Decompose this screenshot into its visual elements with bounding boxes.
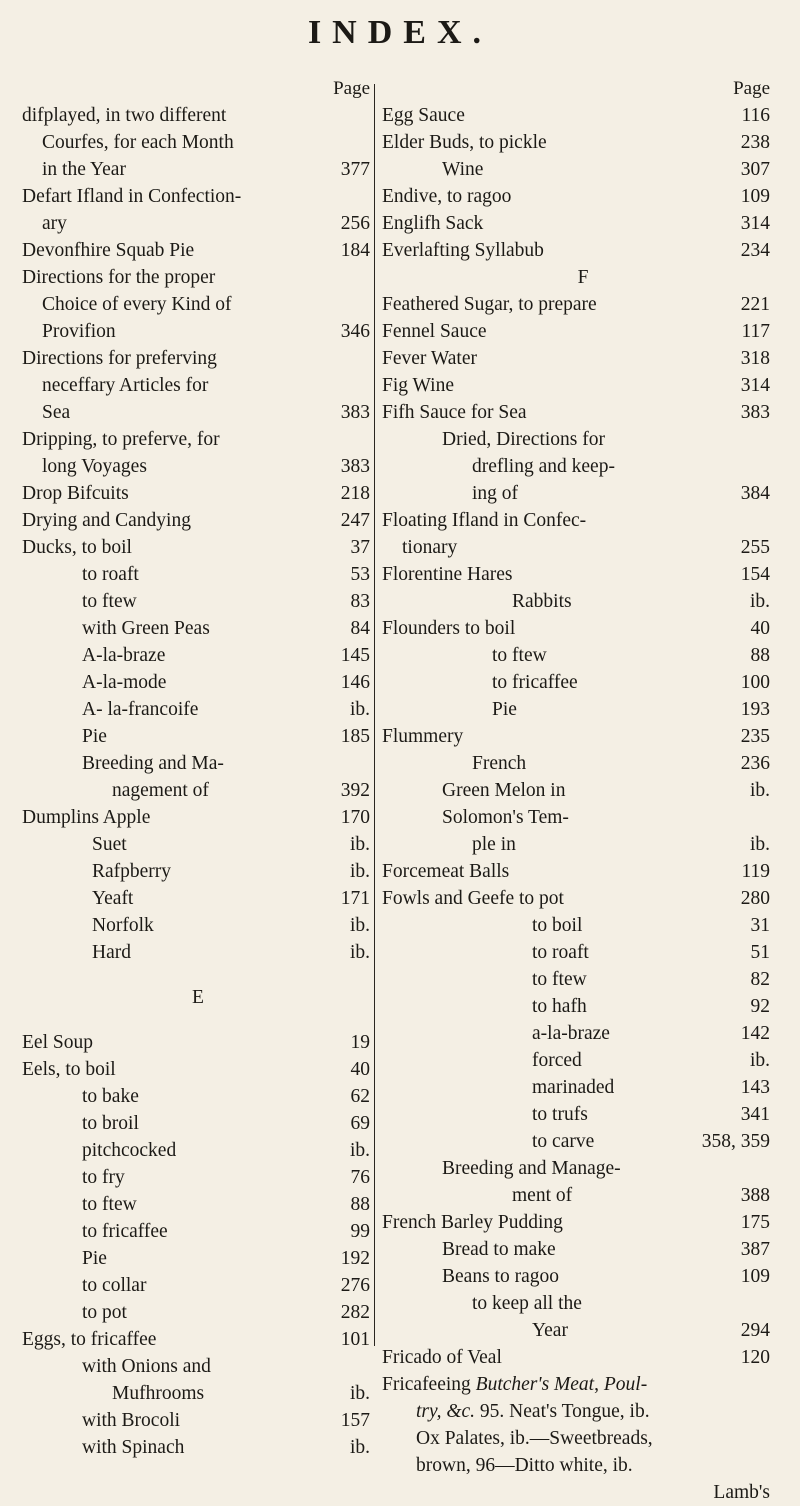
index-entry — [22, 453, 374, 480]
entry-page-number: 145 — [340, 645, 370, 666]
index-entry — [382, 480, 784, 507]
entry-page-number: 83 — [350, 591, 370, 612]
index-entry — [22, 129, 374, 156]
index-entry — [382, 291, 784, 318]
index-entry — [22, 642, 374, 669]
index-entry — [22, 696, 374, 723]
index-column-left — [22, 78, 374, 1461]
entry-page-number: 175 — [740, 1212, 770, 1233]
entry-page-number: 184 — [340, 240, 370, 261]
entry-page-number: 276 — [340, 1275, 370, 1296]
entry-text: to ftew — [532, 969, 587, 990]
entry-text: to fricaffee — [82, 1221, 168, 1242]
entry-page-number: 143 — [740, 1077, 770, 1098]
index-entry — [22, 534, 374, 561]
index-entry — [382, 1128, 784, 1155]
entry-text: Everlafting Syllabub — [382, 240, 544, 261]
index-entry — [22, 885, 374, 912]
entry-text: long Voyages — [42, 456, 147, 477]
entry-text: Drying and Candying — [22, 510, 191, 531]
entry-page-number: 192 — [340, 1248, 370, 1269]
index-entry — [22, 669, 374, 696]
entry-text: F — [577, 267, 589, 288]
entry-page-number: 236 — [740, 753, 770, 774]
entry-page-number: 307 — [740, 159, 770, 180]
entry-text: Rafpberry — [92, 861, 172, 882]
index-entry — [22, 291, 374, 318]
entry-text: Elder Buds, to pickle — [382, 132, 547, 153]
index-entry — [382, 1074, 784, 1101]
index-entry — [382, 399, 784, 426]
index-entry — [22, 1245, 374, 1272]
entry-page-number: ib. — [749, 780, 770, 801]
index-entry — [382, 885, 784, 912]
entry-text: marinaded — [532, 1077, 615, 1098]
index-entry — [22, 399, 374, 426]
index-entry — [22, 1056, 374, 1083]
entry-page-number: 76 — [350, 1167, 370, 1188]
entry-page-number: ib. — [749, 591, 770, 612]
index-entry — [382, 669, 784, 696]
entry-page-number: ib. — [349, 834, 370, 855]
index-entry — [22, 1326, 374, 1353]
entry-text: Rabbits — [512, 591, 572, 612]
index-entry — [382, 372, 784, 399]
index-entry — [22, 480, 374, 507]
index-entry — [382, 1290, 784, 1317]
entry-page-number: 171 — [340, 888, 370, 909]
index-entry — [22, 1353, 374, 1380]
entry-text: with Onions and — [82, 1356, 211, 1377]
entry-text: French — [472, 753, 527, 774]
entry-text: ple in — [472, 834, 516, 855]
entry-text: Floating Ifland in Confec- — [382, 510, 587, 531]
catchword: Lamb's — [713, 1482, 770, 1503]
entry-text: Breeding and Manage- — [442, 1158, 621, 1179]
index-entry — [382, 615, 784, 642]
index-entry — [382, 1344, 784, 1371]
index-entry — [22, 1191, 374, 1218]
index-entry — [22, 183, 374, 210]
index-entry — [382, 939, 784, 966]
entry-text: Yeaft — [92, 888, 134, 909]
entry-page-number: 157 — [340, 1410, 370, 1431]
index-entry — [382, 345, 784, 372]
entry-page-number: 234 — [740, 240, 770, 261]
entry-page-number: 256 — [340, 213, 370, 234]
index-column-right — [382, 78, 784, 1506]
entry-text: Pie — [82, 1248, 107, 1269]
entry-page-number: 69 — [350, 1113, 370, 1134]
entry-page-number: 280 — [740, 888, 770, 909]
entry-text: nagement of — [112, 780, 209, 801]
entry-page-number: 88 — [350, 1194, 370, 1215]
index-entry — [382, 183, 784, 210]
entry-page-number: 383 — [340, 456, 370, 477]
entry-text: with Spinach — [82, 1437, 185, 1458]
entry-text: Eel Soup — [22, 1032, 93, 1053]
entry-page-number: 19 — [350, 1032, 370, 1053]
entry-page-number: 53 — [350, 564, 370, 585]
index-entry — [382, 1236, 784, 1263]
index-entry — [382, 561, 784, 588]
index-entry — [382, 318, 784, 345]
entry-page-number: 109 — [740, 186, 770, 207]
page-title: INDEX. — [307, 14, 493, 51]
page-heading-right: Page — [733, 78, 770, 99]
index-entry — [22, 345, 374, 372]
entry-text: Provifion — [42, 321, 116, 342]
entry-page-number: ib. — [349, 699, 370, 720]
entry-page-number: 384 — [740, 483, 770, 504]
entry-page-number: 314 — [740, 213, 770, 234]
entry-text: Pie — [492, 699, 517, 720]
entry-text: Fricado of Veal — [382, 1347, 502, 1368]
index-entry — [382, 777, 784, 804]
index-entry — [382, 912, 784, 939]
entry-page-number: 119 — [741, 861, 770, 882]
index-entry — [22, 1029, 374, 1056]
index-entry — [22, 156, 374, 183]
column-divider — [374, 84, 375, 1346]
index-entry — [382, 1047, 784, 1074]
entry-text: drefling and keep- — [472, 456, 615, 477]
index-entry — [22, 723, 374, 750]
index-entry — [22, 1407, 374, 1434]
index-entry — [22, 804, 374, 831]
index-entry — [382, 1182, 784, 1209]
index-entry — [382, 102, 784, 129]
entry-page-number: 92 — [750, 996, 770, 1017]
entry-page-number: 238 — [740, 132, 770, 153]
entry-text: Choice of every Kind of — [42, 294, 232, 315]
entry-text: to carve — [532, 1131, 595, 1152]
entry-text: Dried, Directions for — [442, 429, 605, 450]
index-entry — [382, 642, 784, 669]
index-entry — [382, 210, 784, 237]
entry-page-number: 62 — [350, 1086, 370, 1107]
entry-page-number: 88 — [750, 645, 770, 666]
entry-text: Fowls and Geefe to pot — [382, 888, 564, 909]
entry-page-number: 37 — [350, 537, 370, 558]
entry-text: to bake — [82, 1086, 139, 1107]
spacer — [22, 1011, 374, 1029]
index-entry — [382, 696, 784, 723]
entry-text: with Brocoli — [82, 1410, 181, 1431]
index-entry — [382, 993, 784, 1020]
page-heading-left: Page — [333, 78, 370, 99]
index-entry — [22, 588, 374, 615]
entry-page-number: 40 — [350, 1059, 370, 1080]
entry-page-number: 318 — [740, 348, 770, 369]
index-entry — [382, 831, 784, 858]
entry-text: Beans to ragoo — [442, 1266, 559, 1287]
entry-text: Courfes, for each Month — [42, 132, 234, 153]
index-entry — [382, 156, 784, 183]
entry-page-number: 392 — [340, 780, 370, 801]
entry-text: to broil — [82, 1113, 139, 1134]
entry-page-number: ib. — [349, 1437, 370, 1458]
entry-text: Breeding and Ma- — [82, 753, 224, 774]
entry-text: Devonfhire Squab Pie — [22, 240, 195, 261]
entry-text: in the Year — [42, 159, 126, 180]
entry-text: Year — [532, 1320, 568, 1341]
index-entry — [22, 102, 374, 129]
entry-page-number: 154 — [740, 564, 770, 585]
entry-page-number: 120 — [740, 1347, 770, 1368]
index-entry — [382, 1209, 784, 1236]
index-entry — [382, 1263, 784, 1290]
entry-text: Fig Wine — [382, 375, 454, 396]
index-entry — [22, 1218, 374, 1245]
entry-page-number: 282 — [340, 1302, 370, 1323]
entry-text: Dumplins Apple — [22, 807, 151, 828]
entry-page-number: 235 — [740, 726, 770, 747]
index-entry — [22, 858, 374, 885]
entry-page-number: 51 — [750, 942, 770, 963]
entry-text: Florentine Hares — [382, 564, 513, 585]
entry-text: to roaft — [82, 564, 139, 585]
entry-page-number: 31 — [750, 915, 770, 936]
section-letter — [22, 984, 374, 1011]
entry-page-number: 314 — [740, 375, 770, 396]
entry-text: to roaft — [532, 942, 589, 963]
index-entry — [382, 453, 784, 480]
continued-line: brown, 96—Ditto white, ib. — [416, 1455, 633, 1476]
index-entry — [22, 750, 374, 777]
entry-page-number: 170 — [340, 807, 370, 828]
entry-text: to keep all the — [472, 1293, 582, 1314]
index-entry — [22, 939, 374, 966]
entry-text: to hafh — [532, 996, 587, 1017]
entry-text: Bread to make — [442, 1239, 556, 1260]
entry-page-number: 383 — [340, 402, 370, 423]
entry-text: to ftew — [82, 1194, 137, 1215]
entry-text: Defart Ifland in Confection- — [22, 186, 242, 207]
entry-page-number: 116 — [741, 105, 770, 126]
entry-text: Eggs, to fricaffee — [22, 1329, 157, 1350]
entry-page-number: 387 — [740, 1239, 770, 1260]
index-entry — [22, 507, 374, 534]
entry-page-number: 40 — [750, 618, 770, 639]
entry-text: Hard — [92, 942, 131, 963]
entry-page-number: 101 — [340, 1329, 370, 1350]
entry-page-number: ib. — [349, 1140, 370, 1161]
entry-text: Norfolk — [92, 915, 154, 936]
index-entry — [22, 1299, 374, 1326]
index-entry — [382, 507, 784, 534]
entry-text: ary — [42, 213, 67, 234]
entry-text: Wine — [442, 159, 484, 180]
entry-text: A-la-braze — [82, 645, 166, 666]
index-entry — [382, 723, 784, 750]
entry-text: Fennel Sauce — [382, 321, 487, 342]
entry-text: to boil — [532, 915, 583, 936]
entry-text: Eels, to boil — [22, 1059, 116, 1080]
index-entry — [22, 210, 374, 237]
index-entry — [382, 129, 784, 156]
entry-page-number: ib. — [749, 834, 770, 855]
index-entry — [382, 750, 784, 777]
entry-text: Dripping, to preferve, for — [22, 429, 220, 450]
entry-text: ing of — [472, 483, 519, 504]
index-entry — [22, 831, 374, 858]
entry-text: Drop Bifcuits — [22, 483, 129, 504]
entry-text: Ducks, to boil — [22, 537, 132, 558]
entry-page-number: ib. — [349, 942, 370, 963]
index-entry — [22, 777, 374, 804]
entry-text: Englifh Sack — [382, 213, 484, 234]
index-entry — [22, 318, 374, 345]
index-entry — [382, 1155, 784, 1182]
entry-page-number: 294 — [740, 1320, 770, 1341]
entry-text: Forcemeat Balls — [382, 861, 510, 882]
entry-page-number: 109 — [740, 1266, 770, 1287]
entry-page-number: ib. — [749, 1050, 770, 1071]
entry-text: a-la-braze — [532, 1023, 610, 1044]
section-letter — [382, 264, 784, 291]
entry-text: with Green Peas — [82, 618, 210, 639]
entry-text: Suet — [92, 834, 127, 855]
entry-page-number: 82 — [750, 969, 770, 990]
index-entry — [382, 534, 784, 561]
index-entry — [22, 1434, 374, 1461]
index-entry — [22, 264, 374, 291]
index-entry — [22, 1164, 374, 1191]
entry-page-number: 383 — [740, 402, 770, 423]
entry-text: to fricaffee — [492, 672, 578, 693]
continued-line: Ox Palates, ib.—Sweetbreads, — [416, 1428, 653, 1449]
entry-text: difplayed, in two different — [22, 105, 227, 126]
entry-text: ment of — [512, 1185, 573, 1206]
entry-text: to ftew — [492, 645, 547, 666]
entry-page-number: 185 — [340, 726, 370, 747]
entry-page-number: 358, 359 — [701, 1131, 770, 1152]
continued-line: try, &c. 95. Neat's Tongue, ib. — [416, 1401, 650, 1422]
index-entry — [22, 1110, 374, 1137]
entry-page-number: 117 — [741, 321, 770, 342]
entry-list-right — [382, 102, 784, 1371]
entry-page-number: 84 — [350, 618, 370, 639]
entry-text: Solomon's Tem- — [442, 807, 569, 828]
continued-line: Fricafeeing Butcher's Meat, Poul- — [382, 1374, 648, 1395]
entry-text: Fever Water — [382, 348, 477, 369]
entry-page-number: 193 — [740, 699, 770, 720]
entry-page-number: 142 — [740, 1023, 770, 1044]
entry-text: forced — [532, 1050, 582, 1071]
index-entry — [22, 615, 374, 642]
entry-page-number: 218 — [340, 483, 370, 504]
index-entry — [382, 966, 784, 993]
entry-text: Feathered Sugar, to prepare — [382, 294, 597, 315]
entry-page-number: 99 — [350, 1221, 370, 1242]
index-entry — [22, 237, 374, 264]
entry-page-number: 221 — [740, 294, 770, 315]
index-entry — [22, 1083, 374, 1110]
entry-text: French Barley Pudding — [382, 1212, 563, 1233]
index-entry — [22, 1272, 374, 1299]
entry-text: Egg Sauce — [382, 105, 465, 126]
entry-page-number: ib. — [349, 861, 370, 882]
entry-text: to ftew — [82, 591, 137, 612]
index-entry — [382, 858, 784, 885]
index-entry — [22, 561, 374, 588]
entry-page-number: 388 — [740, 1185, 770, 1206]
index-entry — [22, 1380, 374, 1407]
index-entry — [22, 372, 374, 399]
index-entry — [382, 426, 784, 453]
entry-text: Pie — [82, 726, 107, 747]
entry-text: Directions for preferving — [22, 348, 217, 369]
index-entry — [382, 1020, 784, 1047]
entry-page-number: ib. — [349, 1383, 370, 1404]
entry-text: Mufhrooms — [112, 1383, 205, 1404]
entry-text: Directions for the proper — [22, 267, 216, 288]
entry-page-number: 346 — [340, 321, 370, 342]
entry-text: E — [192, 987, 204, 1008]
entry-text: tionary — [402, 537, 458, 558]
entry-page-number: 146 — [340, 672, 370, 693]
entry-text: Flummery — [382, 726, 464, 747]
index-entry — [382, 804, 784, 831]
index-entry — [382, 588, 784, 615]
entry-page-number: ib. — [349, 915, 370, 936]
entry-text: to fry — [82, 1167, 125, 1188]
entry-page-number: 100 — [740, 672, 770, 693]
entry-text: pitchcocked — [82, 1140, 177, 1161]
index-entry — [22, 912, 374, 939]
entry-text: Fifh Sauce for Sea — [382, 402, 527, 423]
entry-list-left — [22, 102, 374, 1461]
entry-text: A-la-mode — [82, 672, 167, 693]
index-entry — [22, 1137, 374, 1164]
entry-text: to collar — [82, 1275, 147, 1296]
entry-text: to trufs — [532, 1104, 588, 1125]
entry-page-number: 341 — [740, 1104, 770, 1125]
entry-text: Sea — [42, 402, 71, 423]
index-entry — [382, 237, 784, 264]
spacer — [22, 966, 374, 984]
entry-text: neceffary Articles for — [42, 375, 209, 396]
entry-text: Flounders to boil — [382, 618, 516, 639]
entry-text: to pot — [82, 1302, 127, 1323]
entry-text: A- la-francoife — [82, 699, 199, 720]
continued-entry — [382, 1371, 784, 1506]
entry-text: Endive, to ragoo — [382, 186, 512, 207]
entry-page-number: 255 — [740, 537, 770, 558]
entry-text: Green Melon in — [442, 780, 566, 801]
index-entry — [382, 1317, 784, 1344]
index-entry — [382, 1101, 784, 1128]
entry-page-number: 377 — [340, 159, 370, 180]
index-entry — [22, 426, 374, 453]
entry-page-number: 247 — [340, 510, 370, 531]
